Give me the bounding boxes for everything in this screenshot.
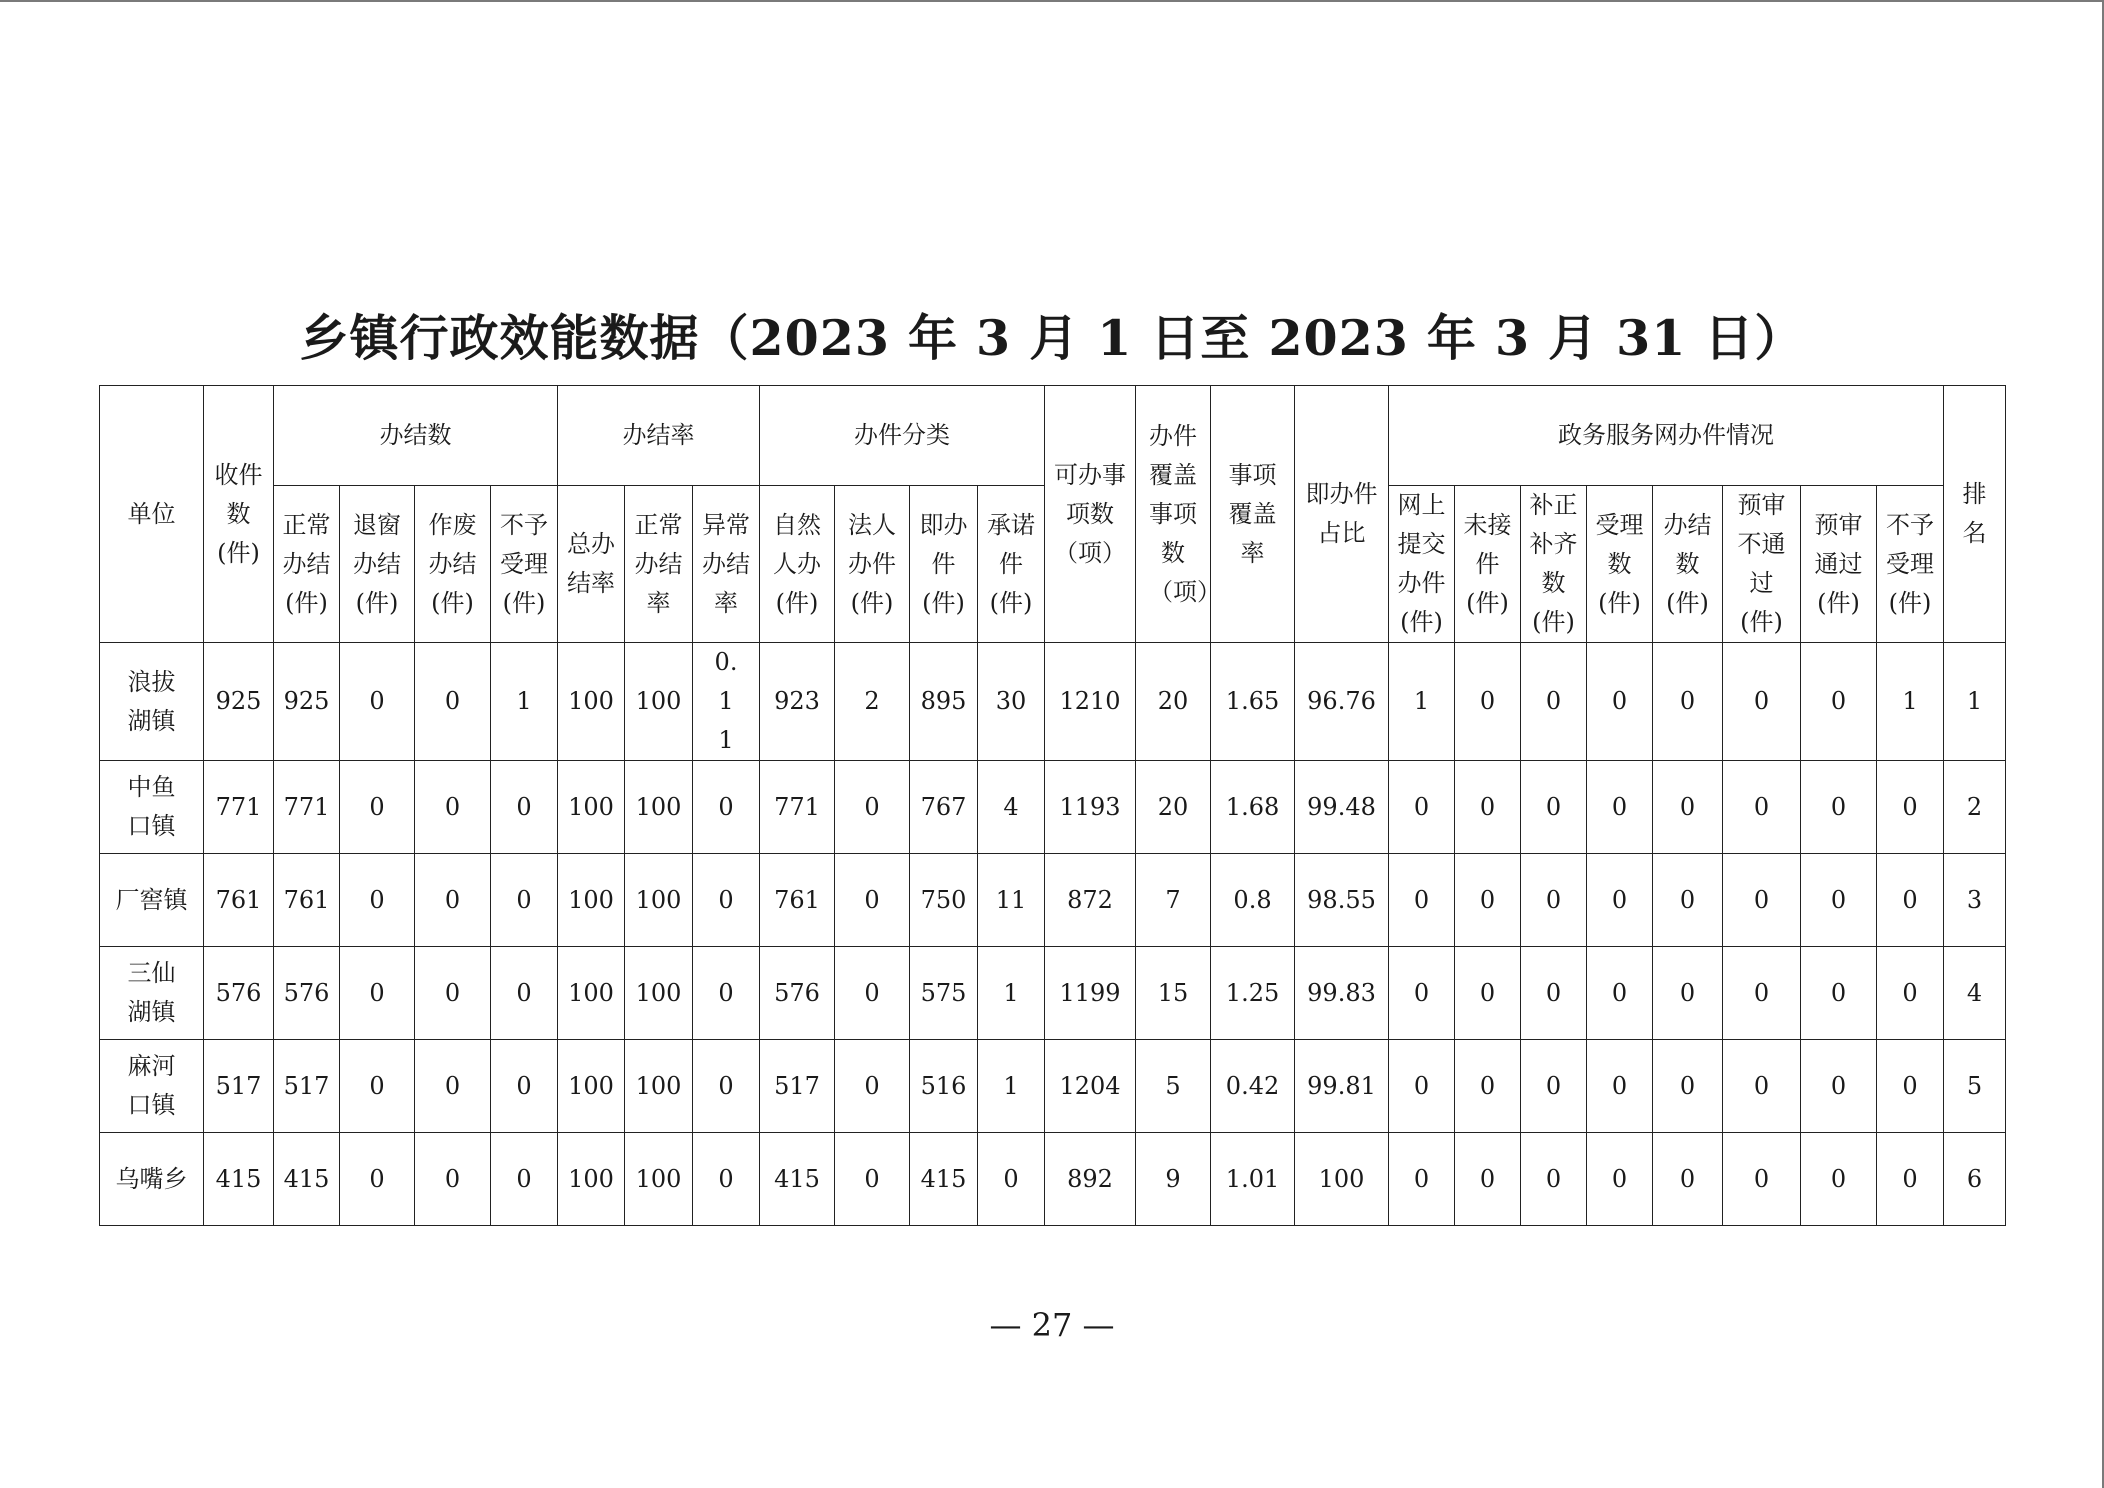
col-header-instant-ratio-text: 即办件占比	[1305, 480, 1378, 547]
data-cell: 2	[835, 643, 910, 761]
data-cell: 100	[558, 1133, 625, 1226]
col-header-supplemented-text: 补正补齐数(件)	[1529, 491, 1578, 636]
data-cell: 0	[1455, 1133, 1521, 1226]
data-cell: 0	[1521, 761, 1587, 854]
data-cell: 0	[340, 1133, 415, 1226]
data-cell: 1193	[1045, 761, 1136, 854]
data-cell: 0	[1587, 1133, 1653, 1226]
data-cell: 6	[1944, 1133, 2006, 1226]
data-cell: 925	[204, 643, 274, 761]
data-cell: 0	[1877, 854, 1944, 947]
data-cell: 0	[1455, 854, 1521, 947]
col-header-instant-ratio	[1295, 386, 1389, 643]
data-cell: 1.25	[1211, 947, 1295, 1040]
data-cell: 0	[1653, 1040, 1723, 1133]
data-cell: 0	[415, 1133, 491, 1226]
unit-name: 三仙湖镇	[127, 959, 176, 1026]
data-cell: 0	[1877, 1040, 1944, 1133]
data-cell: 7	[1136, 854, 1211, 947]
data-cell: 0	[1587, 1040, 1653, 1133]
data-cell: 100	[625, 643, 693, 761]
data-cell: 892	[1045, 1133, 1136, 1226]
data-cell: 0	[1455, 1040, 1521, 1133]
data-cell: 15	[1136, 947, 1211, 1040]
data-cell: 2	[1944, 761, 2006, 854]
page-number: — 27 —	[989, 1306, 1115, 1344]
col-header-received-text: 收件数(件)	[214, 460, 263, 567]
data-cell: 100	[558, 947, 625, 1040]
data-cell: 0	[1877, 761, 1944, 854]
data-cell: 20	[1136, 643, 1211, 761]
unit-cell	[100, 947, 204, 1040]
data-cell: 517	[760, 1040, 835, 1133]
data-cell: 415	[204, 1133, 274, 1226]
col-header-prereview-failed-text: 预审不通过(件)	[1737, 491, 1786, 636]
col-header-coverage-rate-text: 事项覆盖率	[1228, 460, 1277, 567]
unit-cell	[100, 1133, 204, 1226]
data-cell: 100	[625, 854, 693, 947]
col-header-normal-rate	[625, 486, 693, 643]
data-cell: 0	[693, 947, 760, 1040]
col-header-total-rate	[558, 486, 625, 643]
data-cell: 0	[1389, 854, 1455, 947]
data-cell: 5	[1944, 1040, 2006, 1133]
col-header-voided-text: 作废办结(件)	[428, 510, 477, 617]
data-cell: 99.83	[1295, 947, 1389, 1040]
data-cell: 100	[625, 761, 693, 854]
data-cell: 0	[1723, 1040, 1801, 1133]
data-cell: 0	[340, 1040, 415, 1133]
col-header-accepted	[1587, 486, 1653, 643]
col-header-unit-text: 单位	[127, 499, 176, 528]
data-cell: 100	[625, 947, 693, 1040]
data-cell: 576	[274, 947, 340, 1040]
unit-cell	[100, 643, 204, 761]
data-cell: 767	[910, 761, 978, 854]
col-header-covered-items-text: 办件覆盖事项数（项）	[1149, 421, 1222, 606]
data-cell: 0	[1723, 1133, 1801, 1226]
data-cell: 750	[910, 854, 978, 947]
col-header-coverage-rate	[1211, 386, 1295, 643]
col-header-normal-completed	[274, 486, 340, 643]
data-cell: 0	[1801, 1133, 1877, 1226]
data-cell: 0	[835, 1133, 910, 1226]
group-header-case-category: 办件分类	[760, 386, 1045, 486]
col-header-promised	[978, 486, 1045, 643]
data-cell: 0	[1521, 643, 1587, 761]
col-header-normal-rate-text: 正常办结率	[634, 510, 683, 617]
col-header-not-received	[1455, 486, 1521, 643]
data-cell: 923	[760, 643, 835, 761]
col-header-completed-text: 办结数(件)	[1663, 510, 1712, 617]
data-cell: 0	[1801, 643, 1877, 761]
table-row	[100, 947, 2006, 1040]
col-header-abnormal-rate-text: 异常办结率	[702, 510, 750, 617]
data-cell: 0	[693, 761, 760, 854]
col-header-promised-text: 承诺件(件)	[987, 510, 1036, 617]
data-cell: 0.42	[1211, 1040, 1295, 1133]
data-cell: 0	[415, 1040, 491, 1133]
col-header-net-rejected	[1877, 486, 1944, 643]
col-header-prereview-passed-text: 预审通过(件)	[1814, 510, 1863, 617]
table-row	[100, 761, 2006, 854]
unit-name: 浪拔湖镇	[127, 667, 176, 735]
col-header-instant-text: 即办件(件)	[919, 510, 968, 617]
unit-cell	[100, 761, 204, 854]
col-header-rejected-text: 不予受理(件)	[500, 510, 548, 617]
data-cell: 0.11	[693, 643, 760, 761]
data-cell: 761	[760, 854, 835, 947]
data-cell: 0	[415, 761, 491, 854]
data-cell: 0	[1587, 643, 1653, 761]
data-cell: 0	[1587, 761, 1653, 854]
data-cell: 0	[1521, 1040, 1587, 1133]
data-cell: 0	[340, 947, 415, 1040]
table-body	[100, 643, 2006, 1226]
data-cell: 0	[835, 1040, 910, 1133]
data-cell: 5	[1136, 1040, 1211, 1133]
data-cell: 0	[835, 854, 910, 947]
data-cell: 4	[1944, 947, 2006, 1040]
data-cell: 0	[1801, 854, 1877, 947]
col-header-not-received-text: 未接件(件)	[1463, 510, 1512, 617]
data-cell: 0	[415, 643, 491, 761]
unit-name: 乌嘴乡	[115, 1164, 188, 1193]
table-row	[100, 643, 2006, 761]
data-cell: 872	[1045, 854, 1136, 947]
data-cell: 415	[910, 1133, 978, 1226]
col-header-legal-person	[835, 486, 910, 643]
col-header-voided	[415, 486, 491, 643]
data-cell: 0	[1521, 1133, 1587, 1226]
data-cell: 0	[1455, 643, 1521, 761]
unit-cell	[100, 1040, 204, 1133]
col-header-accepted-text: 受理数(件)	[1595, 510, 1644, 617]
data-cell: 0	[1653, 947, 1723, 1040]
data-cell: 1.68	[1211, 761, 1295, 854]
data-cell: 0	[1723, 761, 1801, 854]
data-cell: 0	[1653, 1133, 1723, 1226]
data-cell: 0	[1653, 643, 1723, 761]
data-cell: 1	[978, 947, 1045, 1040]
data-cell: 0	[1877, 947, 1944, 1040]
data-cell: 11	[978, 854, 1045, 947]
data-cell: 100	[1295, 1133, 1389, 1226]
data-cell: 0	[340, 643, 415, 761]
col-header-instant	[910, 486, 978, 643]
table-row	[100, 1040, 2006, 1133]
data-cell: 895	[910, 643, 978, 761]
col-header-available-items	[1045, 386, 1136, 643]
document-title: 乡镇行政效能数据（2023 年 3 月 1 日至 2023 年 3 月 31 日）	[299, 309, 1805, 367]
data-cell: 0	[1801, 947, 1877, 1040]
data-cell: 0	[1389, 947, 1455, 1040]
col-header-unit	[100, 386, 204, 643]
data-cell: 771	[204, 761, 274, 854]
efficiency-data-table	[99, 385, 2006, 1226]
data-cell: 100	[558, 761, 625, 854]
group-header-completion-rate: 办结率	[558, 386, 760, 486]
data-cell: 0	[1389, 1040, 1455, 1133]
data-cell: 0	[415, 854, 491, 947]
data-cell: 0	[491, 854, 558, 947]
data-cell: 99.48	[1295, 761, 1389, 854]
data-cell: 0	[1389, 761, 1455, 854]
data-cell: 100	[625, 1133, 693, 1226]
data-cell: 100	[625, 1040, 693, 1133]
data-cell: 0	[1587, 854, 1653, 947]
data-cell: 0	[835, 947, 910, 1040]
data-cell: 761	[274, 854, 340, 947]
data-cell: 0	[1389, 1133, 1455, 1226]
data-cell: 1210	[1045, 643, 1136, 761]
unit-name: 麻河口镇	[127, 1052, 176, 1119]
data-cell: 761	[204, 854, 274, 947]
col-header-natural-person-text: 自然人办(件)	[773, 510, 822, 617]
col-header-supplemented	[1521, 486, 1587, 643]
col-header-covered-items	[1136, 386, 1222, 643]
data-cell: 0	[1723, 643, 1801, 761]
group-header-gov-service-net: 政务服务网办件情况	[1389, 386, 1944, 486]
data-cell: 516	[910, 1040, 978, 1133]
data-cell: 771	[274, 761, 340, 854]
data-cell: 0	[693, 854, 760, 947]
data-cell: 415	[274, 1133, 340, 1226]
data-cell: 0	[491, 1133, 558, 1226]
data-cell: 1	[978, 1040, 1045, 1133]
data-cell: 9	[1136, 1133, 1211, 1226]
data-cell: 0	[1455, 947, 1521, 1040]
col-header-natural-person	[760, 486, 835, 643]
data-cell: 98.55	[1295, 854, 1389, 947]
data-cell: 0	[340, 854, 415, 947]
data-cell: 0	[1521, 854, 1587, 947]
col-header-total-rate-text: 总办结率	[567, 530, 615, 597]
col-header-abnormal-rate	[693, 486, 760, 643]
data-cell: 0	[978, 1133, 1045, 1226]
data-cell: 0	[1653, 854, 1723, 947]
data-cell: 517	[204, 1040, 274, 1133]
data-cell: 0	[1801, 761, 1877, 854]
col-header-prereview-failed	[1723, 486, 1801, 643]
unit-name: 中鱼口镇	[127, 773, 176, 840]
data-cell: 517	[274, 1040, 340, 1133]
page-frame-top	[0, 0, 2104, 2]
col-header-received	[204, 386, 274, 643]
data-cell: 1199	[1045, 947, 1136, 1040]
data-cell: 1	[491, 643, 558, 761]
data-cell: 96.76	[1295, 643, 1389, 761]
col-header-window-return	[340, 486, 415, 643]
data-cell: 1.65	[1211, 643, 1295, 761]
col-header-prereview-passed	[1801, 486, 1877, 643]
data-cell: 0	[1455, 761, 1521, 854]
table-row	[100, 1133, 2006, 1226]
data-cell: 0	[1723, 854, 1801, 947]
data-cell: 0	[1587, 947, 1653, 1040]
data-cell: 0	[1653, 761, 1723, 854]
unit-name: 厂窖镇	[115, 885, 188, 914]
col-header-rejected	[491, 486, 558, 643]
data-cell: 925	[274, 643, 340, 761]
col-header-normal-completed-text: 正常办结(件)	[282, 510, 331, 617]
data-cell: 1	[1944, 643, 2006, 761]
data-cell: 100	[558, 854, 625, 947]
data-cell: 1	[1877, 643, 1944, 761]
data-cell: 0	[835, 761, 910, 854]
data-cell: 0	[491, 761, 558, 854]
data-cell: 0	[1723, 947, 1801, 1040]
data-cell: 0	[693, 1133, 760, 1226]
col-header-net-rejected-text: 不予受理(件)	[1886, 510, 1935, 617]
data-cell: 0.8	[1211, 854, 1295, 947]
data-cell: 20	[1136, 761, 1211, 854]
header-row-groups	[100, 386, 2006, 486]
col-header-online-submitted	[1389, 486, 1455, 643]
col-header-rank-text: 排名	[1962, 480, 1987, 547]
col-header-window-return-text: 退窗办结(件)	[353, 510, 401, 617]
data-cell: 30	[978, 643, 1045, 761]
data-cell: 100	[558, 643, 625, 761]
data-cell: 4	[978, 761, 1045, 854]
data-cell: 415	[760, 1133, 835, 1226]
group-header-completed-count: 办结数	[274, 386, 558, 486]
data-cell: 1204	[1045, 1040, 1136, 1133]
data-cell: 576	[204, 947, 274, 1040]
data-cell: 1	[1389, 643, 1455, 761]
data-cell: 0	[1521, 947, 1587, 1040]
col-header-completed	[1653, 486, 1723, 643]
table-row	[100, 854, 2006, 947]
data-cell: 771	[760, 761, 835, 854]
data-cell: 99.81	[1295, 1040, 1389, 1133]
data-cell: 0	[1801, 1040, 1877, 1133]
data-cell: 576	[760, 947, 835, 1040]
col-header-available-items-text: 可办事项数（项）	[1054, 460, 1127, 567]
data-cell: 1.01	[1211, 1133, 1295, 1226]
unit-cell	[100, 854, 204, 947]
data-cell: 575	[910, 947, 978, 1040]
data-cell: 0	[340, 761, 415, 854]
data-cell: 0	[693, 1040, 760, 1133]
col-header-rank	[1944, 386, 2006, 643]
data-cell: 0	[491, 947, 558, 1040]
data-cell: 0	[491, 1040, 558, 1133]
col-header-online-submitted-text: 网上提交办件(件)	[1397, 491, 1446, 636]
data-cell: 3	[1944, 854, 2006, 947]
data-cell: 0	[1877, 1133, 1944, 1226]
data-cell: 100	[558, 1040, 625, 1133]
data-cell: 0	[415, 947, 491, 1040]
col-header-legal-person-text: 法人办件(件)	[848, 510, 897, 617]
